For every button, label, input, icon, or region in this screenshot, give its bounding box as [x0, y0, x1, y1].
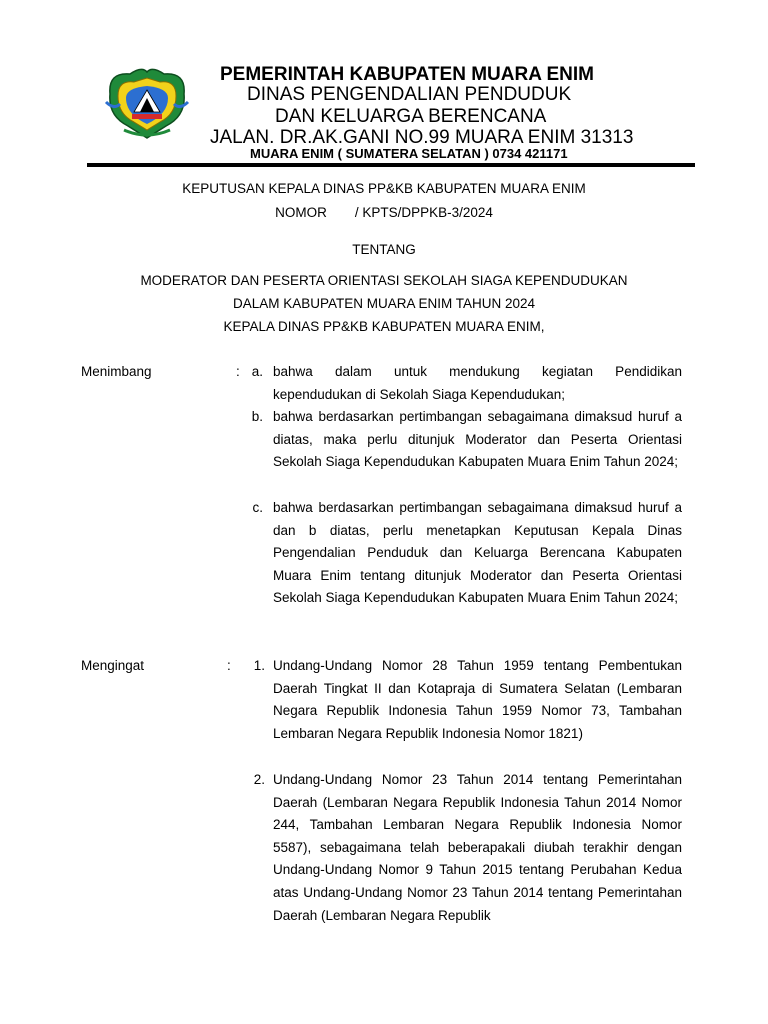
- mengingat-colon: :: [227, 658, 231, 673]
- nomor-label: NOMOR: [275, 205, 327, 220]
- regency-coat-of-arms-icon: [104, 64, 190, 142]
- mengingat-item-1: Undang-Undang Nomor 28 Tahun 1959 tentang Pembentukan Daerah Tingkat II dan Kotapraja di Sumatera Selatan (Lembaran Negara Republik Indonesia Tahun 1959 Nomor 73, Tambahan Lembaran Negara Republik Indonesia Nomor 1821): [273, 658, 682, 741]
- letterhead-line-2: DINAS PENGENDALIAN PENDUDUK: [247, 84, 572, 105]
- menimbang-item-b: bahwa berdasarkan pertimbangan sebagaimana dimaksud huruf a diatas, maka perlu ditunjuk Moderator dan Peserta Orientasi Sekolah Siaga Kependudukan Kabupaten Muara Enim Tahun 2024;: [273, 409, 682, 470]
- menimbang-item-c: bahwa berdasarkan pertimbangan sebagaimana dimaksud huruf a dan b diatas, perlu menetapkan Keputusan Kepala Dinas Pengendalian Penduduk dan Keluarga Berencana Kabupaten Muara Enim tentang ditunjuk Moderator dan Peserta Orientasi Sekolah Siaga Kependudukan Kabupaten Muara Enim Tahun 2024;: [273, 500, 682, 606]
- letterhead-address: JALAN. DR.AK.GANI NO.99 MUARA ENIM 31313: [210, 127, 634, 148]
- mengingat-item-2: Undang-Undang Nomor 23 Tahun 2014 tentang Pemerintahan Daerah (Lembaran Negara Republik Indonesia Tahun 2014 Nomor 244, Tambahan Lembaran Negara Republik Indonesia Nomor 5587), sebagaimana telah beberapakali diubah terakhir dengan Undang-Undang Nomor 9 Tahun 2015 tentang Perubahan Kedua atas Undang-Undang Nomor 23 Tahun 2014 tentang Pemerintahan Daerah (Lembaran Negara Republik: [273, 772, 682, 923]
- letterhead-line-1: PEMERINTAH KABUPATEN MUARA ENIM: [220, 64, 595, 85]
- menimbang-item-a: bahwa dalam untuk mendukung kegiatan Pendidikan kependudukan di Sekolah Siaga Kependudukan;: [273, 364, 682, 402]
- menimbang-mark-c: c.: [252, 500, 263, 515]
- menimbang-label: Menimbang: [81, 364, 152, 379]
- subject-line-1: MODERATOR DAN PESERTA ORIENTASI SEKOLAH SIAGA KEPENDUDUKAN: [140, 273, 628, 288]
- menimbang-mark-a: a.: [251, 364, 263, 379]
- subject-line-3: KEPALA DINAS PP&KB KABUPATEN MUARA ENIM,: [223, 319, 545, 334]
- letterhead-line-3: DAN KELUARGA BERENCANA: [275, 106, 547, 127]
- menimbang-mark-b: b.: [251, 409, 263, 424]
- mengingat-mark-1: 1.: [253, 658, 265, 673]
- letterhead-contact: MUARA ENIM ( SUMATERA SELATAN ) 0734 421171: [250, 146, 568, 161]
- decree-title: KEPUTUSAN KEPALA DINAS PP&KB KABUPATEN MUARA ENIM: [182, 181, 586, 196]
- menimbang-colon: :: [236, 364, 240, 379]
- letterhead: [0, 0, 768, 170]
- decree-number: [0, 205, 768, 220]
- letterhead-divider: [87, 163, 695, 167]
- mengingat-label: Mengingat: [81, 658, 145, 673]
- tentang-heading: TENTANG: [352, 242, 416, 257]
- mengingat-mark-2: 2.: [253, 772, 265, 787]
- nomor-value: / KPTS/DPPKB-3/2024: [354, 205, 493, 220]
- subject-line-2: DALAM KABUPATEN MUARA ENIM TAHUN 2024: [232, 296, 536, 311]
